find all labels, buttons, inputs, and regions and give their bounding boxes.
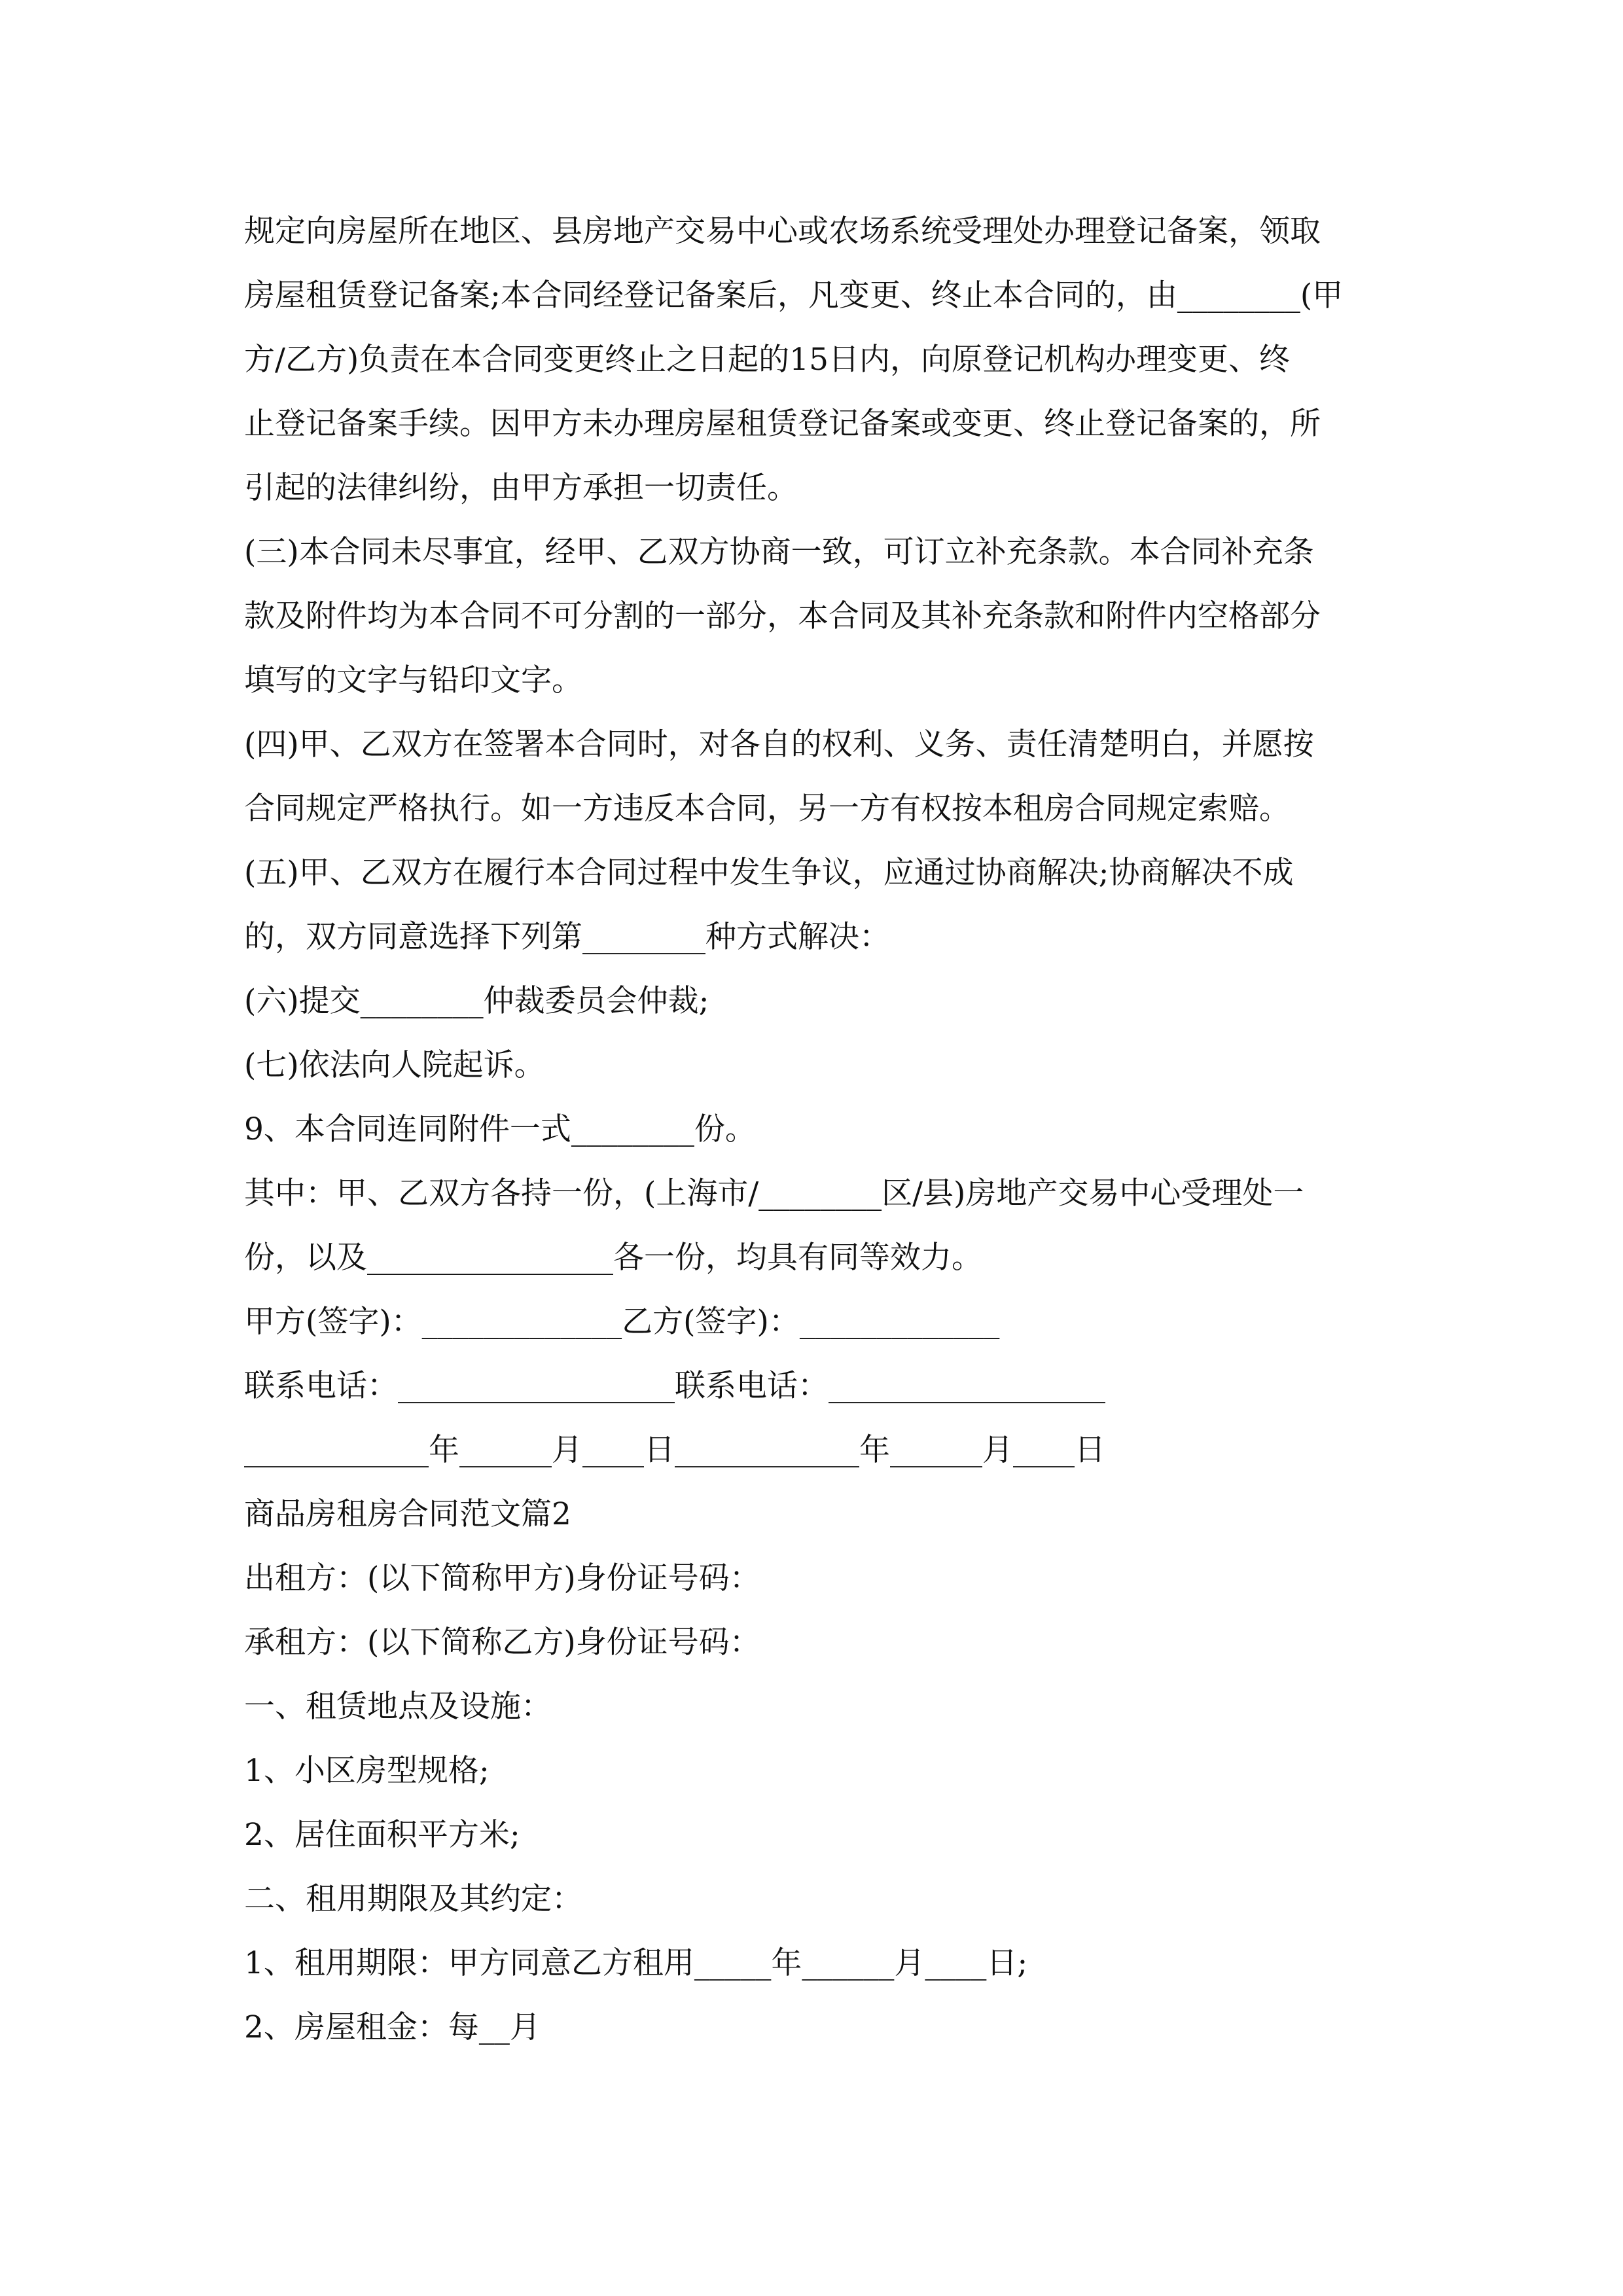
text-line-4: 止登记备案手续。因甲方未办理房屋租赁登记备案或变更、终止登记备案的，所 — [244, 406, 1321, 442]
text-line-2: 房屋租赁登记备案;本合同经登记备案后，凡变更、终止本合同的，由________(甲 — [244, 278, 1344, 314]
text-line-14: (七)依法向人院起诉。 — [244, 1047, 545, 1083]
text-line-8: 填写的文字与铅印文字。 — [244, 662, 582, 698]
text-line-12: 的，双方同意选择下列第________种方式解决： — [244, 919, 890, 955]
text-line-22: 出租方：(以下简称甲方)身份证号码： — [244, 1560, 760, 1596]
text-line-25: 1、小区房型规格; — [244, 1753, 490, 1789]
text-line-6: (三)本合同未尽事宜，经甲、乙双方协商一致，可订立补充条款。本合同补充条 — [244, 534, 1314, 570]
text-line-24: 一、租赁地点及设施： — [244, 1689, 552, 1725]
text-line-16: 其中：甲、乙双方各持一份，(上海市/________区/县)房地产交易中心受理处一 — [244, 1175, 1304, 1211]
text-line-17: 份，以及________________各一份，均具有同等效力。 — [244, 1240, 982, 1276]
text-line-3: 方/乙方)负责在本合同变更终止之日起的15日内，向原登记机构办理变更、终 — [244, 342, 1290, 378]
text-line-23: 承租方：(以下简称乙方)身份证号码： — [244, 1624, 760, 1660]
text-line-27: 二、租用期限及其约定： — [244, 1881, 582, 1917]
text-line-5: 引起的法律纠纷，由甲方承担一切责任。 — [244, 470, 798, 506]
text-line-28: 1、租用期限：甲方同意乙方租用_____年______月____日; — [244, 1945, 1028, 1981]
text-line-26: 2、居住面积平方米; — [244, 1817, 520, 1853]
text-line-1: 规定向房屋所在地区、县房地产交易中心或农场系统受理处办理登记备案，领取 — [244, 213, 1321, 249]
text-line-11: (五)甲、乙双方在履行本合同过程中发生争议，应通过协商解决;协商解决不成 — [244, 855, 1294, 891]
date-line: ____________年______月____日____________年______月____日 — [244, 1432, 1105, 1468]
document-body — [244, 200, 1383, 2060]
text-line-9: (四)甲、乙双方在签署本合同时，对各自的权利、义务、责任清楚明白，并愿按 — [244, 726, 1314, 762]
text-line-7: 款及附件均为本合同不可分割的一部分，本合同及其补充条款和附件内空格部分 — [244, 598, 1321, 634]
signature-line: 甲方(签字)：_____________乙方(签字)：_____________ — [244, 1304, 1000, 1340]
text-line-15: 9、本合同连同附件一式________份。 — [244, 1111, 756, 1147]
contact-phone-line: 联系电话：__________________联系电话：__________________ — [244, 1368, 1105, 1404]
text-line-13: (六)提交________仲裁委员会仲裁; — [244, 983, 709, 1019]
text-line-10: 合同规定严格执行。如一方违反本合同，另一方有权按本租房合同规定索赔。 — [244, 791, 1290, 827]
text-line-29: 2、房屋租金：每__月 — [244, 2009, 541, 2045]
section-title: 商品房租房合同范文篇2 — [244, 1496, 571, 1532]
